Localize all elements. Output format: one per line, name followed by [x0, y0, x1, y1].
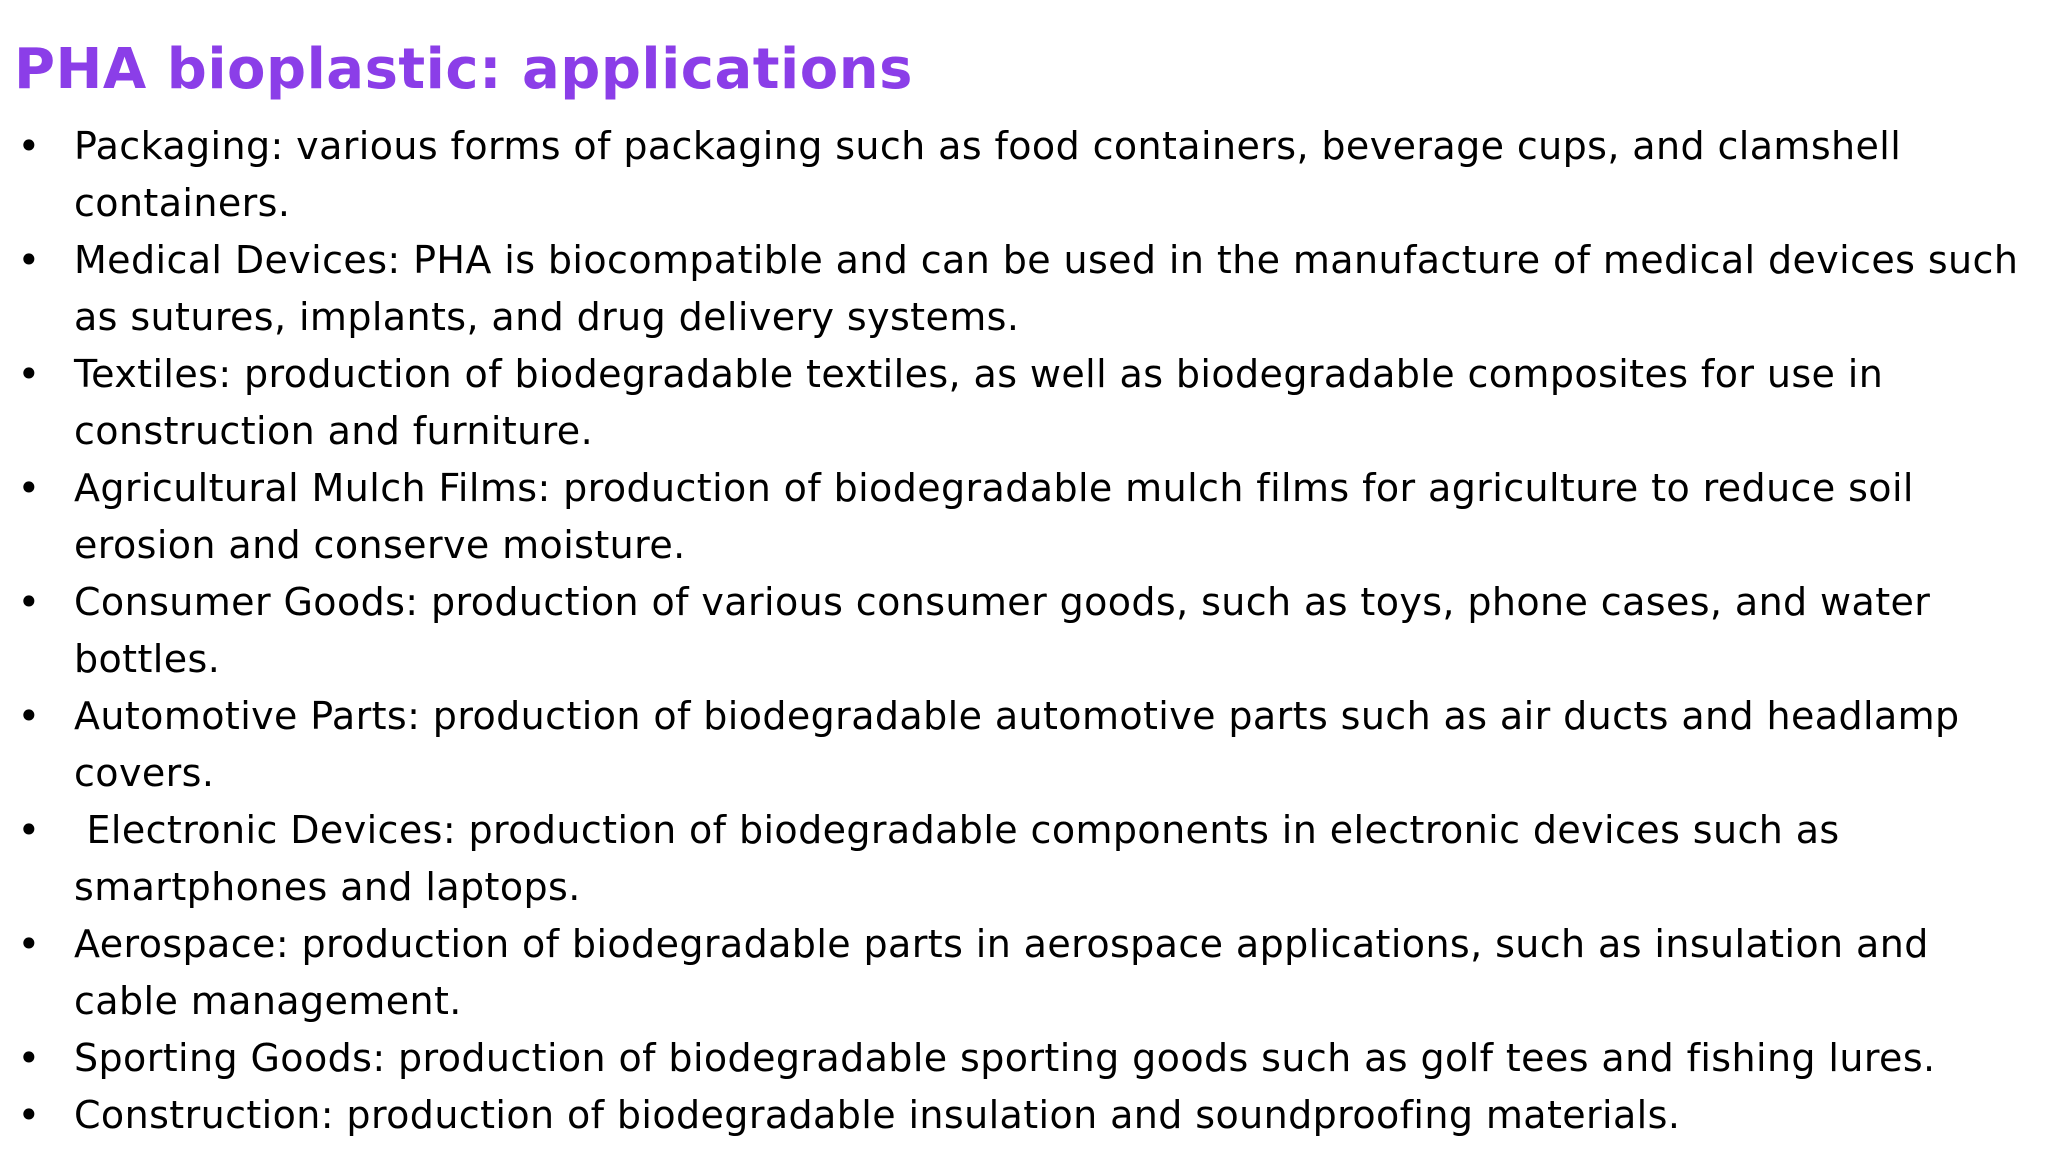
- bullet-item: [0, 688, 2030, 802]
- bullet-icon: •: [17, 808, 41, 852]
- bullet-icon: •: [17, 466, 41, 510]
- bullet-text: Automotive Parts: production of biodegradable automotive parts such as air ducts and headlamp covers.: [74, 694, 1960, 795]
- bullet-list: [0, 118, 2030, 1144]
- bullet-text: Sporting Goods: production of biodegradable sporting goods such as golf tees and fishing lures.: [74, 1036, 1936, 1080]
- bullet-text: Aerospace: production of biodegradable parts in aerospace applications, such as insulation and cable management.: [74, 922, 1929, 1023]
- bullet-item: [0, 574, 2030, 688]
- bullet-item: [0, 1087, 2030, 1144]
- bullet-item: [0, 460, 2030, 574]
- bullet-item: [0, 1030, 2030, 1087]
- slide-title: PHA bioplastic: applications: [14, 37, 913, 102]
- bullet-icon: •: [17, 1036, 41, 1080]
- bullet-item: [0, 118, 2030, 232]
- bullet-icon: •: [17, 1093, 41, 1137]
- bullet-text: Agricultural Mulch Films: production of biodegradable mulch films for agriculture to reduce soil erosion and conserve moisture.: [74, 466, 1914, 567]
- bullet-icon: •: [17, 124, 41, 168]
- bullet-text: Consumer Goods: production of various consumer goods, such as toys, phone cases, and water bottles.: [74, 580, 1931, 681]
- bullet-item: [0, 232, 2030, 346]
- bullet-text: Packaging: various forms of packaging such as food containers, beverage cups, and clamshell containers.: [74, 124, 1902, 225]
- bullet-item: [0, 346, 2030, 460]
- bullet-icon: •: [17, 580, 41, 624]
- bullet-icon: •: [17, 694, 41, 738]
- bullet-icon: •: [17, 352, 41, 396]
- bullet-text: Medical Devices: PHA is biocompatible and can be used in the manufacture of medical devices such as sutures, implants, and drug delivery systems.: [74, 238, 2019, 339]
- bullet-icon: •: [17, 922, 41, 966]
- bullet-text: Electronic Devices: production of biodegradable components in electronic devices such as smartphones and laptops.: [74, 808, 1853, 909]
- bullet-item: [0, 802, 2030, 916]
- bullet-text: Construction: production of biodegradable insulation and soundproofing materials.: [74, 1093, 1681, 1137]
- bullet-icon: •: [17, 238, 41, 282]
- bullet-text: Textiles: production of biodegradable textiles, as well as biodegradable composites for use in construction and furniture.: [74, 352, 1884, 453]
- bullet-item: [0, 916, 2030, 1030]
